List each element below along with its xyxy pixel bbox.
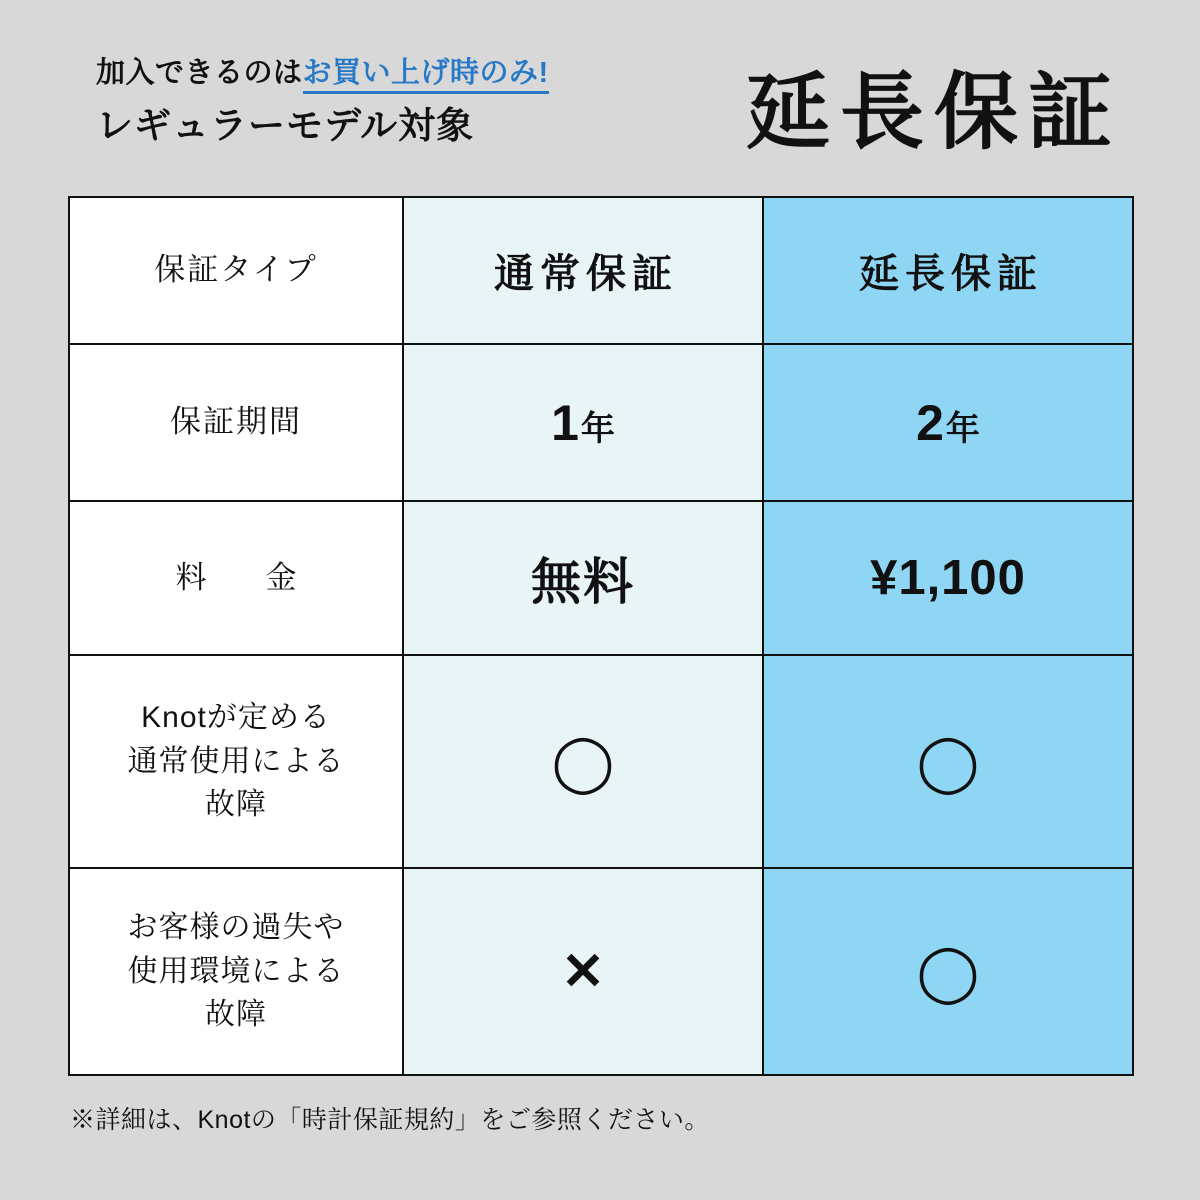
cell-extended-customer-fault [763,868,1133,1075]
row-label-line: Knotが定める [141,701,331,735]
row-label-line: 故障 [205,788,267,822]
row-label-warranty-type: 保証タイプ [69,197,403,344]
row-label-line: 使用環境による [127,954,345,988]
kicker-line [96,58,636,90]
table-row [69,868,1133,1075]
column-header-standard: 通常保証 [403,197,763,344]
warranty-table-wrap [68,196,1132,1076]
cross-icon: ✕ [561,942,605,1001]
column-header-extended: 延長保証 [763,197,1133,344]
row-label-normal-use-failure [69,655,403,868]
cell-standard-normal-use [403,655,763,868]
table-row [69,501,1133,655]
standard-period-unit: 年 [580,409,615,448]
row-label-line: 故障 [205,998,267,1032]
cell-extended-period [763,344,1133,501]
circle-icon: ◯ [916,729,980,793]
table-row [69,197,1133,344]
page-header [0,40,1200,180]
kicker-plain-text: 加入できるのは [96,57,303,89]
page-title: 延長保証 [745,65,1122,159]
table-row [69,655,1133,868]
circle-icon: ◯ [916,939,980,1003]
extended-period-number: 2 [916,394,946,451]
cell-standard-period [403,344,763,501]
cell-extended-normal-use [763,655,1133,868]
row-label-warranty-period: 保証期間 [69,344,403,501]
row-label-customer-fault [69,868,403,1075]
table-row [69,344,1133,501]
row-label-fee: 料 金 [69,501,403,655]
row-label-line: 通常使用による [127,744,345,778]
standard-period-number: 1 [551,394,581,451]
circle-icon: ◯ [551,729,615,793]
header-text-block [96,58,636,147]
cell-standard-customer-fault [403,868,763,1075]
kicker-accent-text: お買い上げ時のみ! [303,57,549,94]
warranty-table [68,196,1134,1076]
row-label-line: お客様の過失や [127,911,345,945]
cell-standard-fee: 無料 [403,501,763,655]
cell-extended-fee: ¥1,100 [763,501,1133,655]
header-subline: レギュラーモデル対象 [96,104,475,146]
extended-period-unit: 年 [945,409,980,448]
footnote-text: ※詳細は、Knotの「時計保証規約」をご参照ください。 [70,1106,710,1134]
